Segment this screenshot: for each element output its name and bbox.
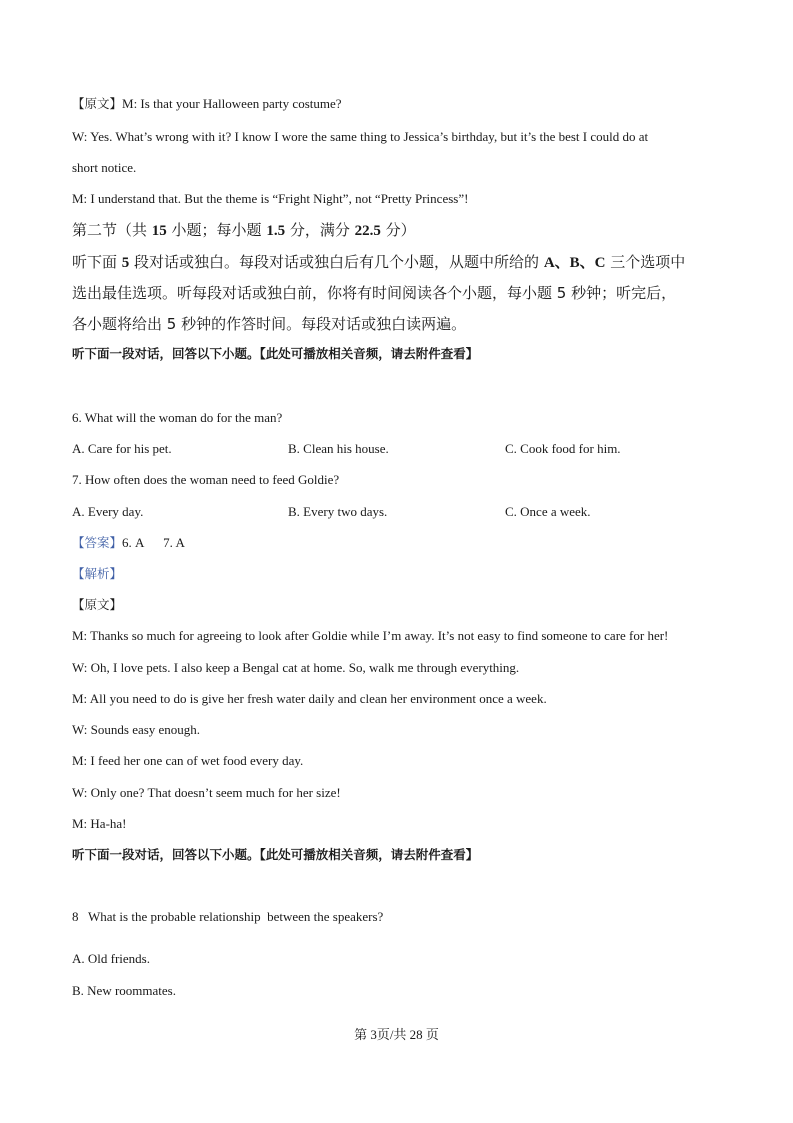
instruction-part: 段对话或独白。每段对话或独白后有几个小题，从题中所给的	[129, 253, 544, 271]
section-title-points-each: 1.5	[266, 223, 286, 239]
question-7: 7. How often does the woman need to feed Goldie?	[72, 472, 340, 487]
analysis-tag: 【解析】	[72, 566, 123, 581]
q6-option-b: B. Clean his house.	[288, 441, 389, 456]
section-title-count: 15	[151, 223, 167, 239]
instruction-number: 5	[121, 255, 130, 271]
answer-tag: 【答案】	[72, 535, 123, 550]
question-8: 8 What is the probable relationship between the speakers?	[72, 909, 384, 924]
q8-option-a: A. Old friends.	[72, 951, 150, 966]
transcript-line: M: I feed her one can of wet food every day.	[72, 753, 304, 768]
section-title-part: 分）	[380, 221, 416, 239]
section-title-total: 22.5	[354, 223, 381, 239]
prev-transcript-line: short notice.	[72, 160, 137, 175]
q7-option-a: A. Every day.	[72, 504, 144, 519]
section-heading	[72, 219, 416, 242]
question-6: 6. What will the woman do for the man?	[72, 410, 283, 425]
listen-prompt: 听下面一段对话，回答以下小题。【此处可播放相关音频，请去附件查看】	[72, 346, 479, 361]
q7-option-c: C. Once a week.	[505, 504, 591, 519]
prev-transcript-line: M: I understand that. But the theme is “Fright Night”, not “Pretty Princess”!	[72, 191, 469, 206]
section-title-part: 小题；每小题	[166, 221, 267, 239]
transcript-line: M: Ha-ha!	[72, 816, 127, 831]
transcript-line: W: Only one? That doesn’t seem much for her size!	[72, 785, 341, 800]
original-text-tag: 【原文】	[72, 96, 123, 111]
original-text-tag: 【原文】	[72, 597, 123, 612]
prev-transcript-first-line	[72, 95, 342, 113]
q6-option-a: A. Care for his pet.	[72, 441, 172, 456]
prev-transcript-line: W: Yes. What’s wrong with it? I know I wore the same thing to Jessica’s birthday, but it’s the best I could do at	[72, 129, 649, 144]
answer-text: 6. A 7. A	[122, 535, 185, 550]
prev-transcript-line: M: Is that your Halloween party costume?	[122, 96, 342, 111]
q7-option-b: B. Every two days.	[288, 504, 388, 519]
listen-prompt: 听下面一段对话，回答以下小题。【此处可播放相关音频，请去附件查看】	[72, 847, 479, 862]
transcript-line: W: Sounds easy enough.	[72, 722, 201, 737]
transcript-line: W: Oh, I love pets. I also keep a Bengal cat at home. So, walk me through everything.	[72, 660, 520, 675]
instruction-part: 听下面	[72, 253, 122, 271]
transcript-line: M: Thanks so much for agreeing to look after Goldie while I’m away. It’s not easy to find someone to care for her!	[72, 628, 669, 643]
section-title-part: 分，满分	[285, 221, 355, 239]
page-number: 第 3页/共 28 页	[354, 1027, 439, 1042]
section-title-part: 第二节（共	[72, 221, 152, 239]
q6-option-c: C. Cook food for him.	[505, 441, 621, 456]
transcript-line: M: All you need to do is give her fresh water daily and clean her environment once a week.	[72, 691, 547, 706]
instruction-line-2: 选出最佳选项。听每段对话或独白前，你将有时间阅读各个小题，每小题 5 秒钟；听完后，	[72, 284, 677, 302]
instruction-part: 三个选项中	[605, 253, 686, 271]
q8-option-b: B. New roommates.	[72, 983, 176, 998]
instruction-line-1	[72, 251, 685, 274]
instruction-line-3: 各小题将给出 5 秒钟的作答时间。每段对话或独白读两遍。	[72, 315, 467, 333]
instruction-options: A、B、C	[543, 255, 606, 271]
answer-line	[72, 534, 185, 552]
